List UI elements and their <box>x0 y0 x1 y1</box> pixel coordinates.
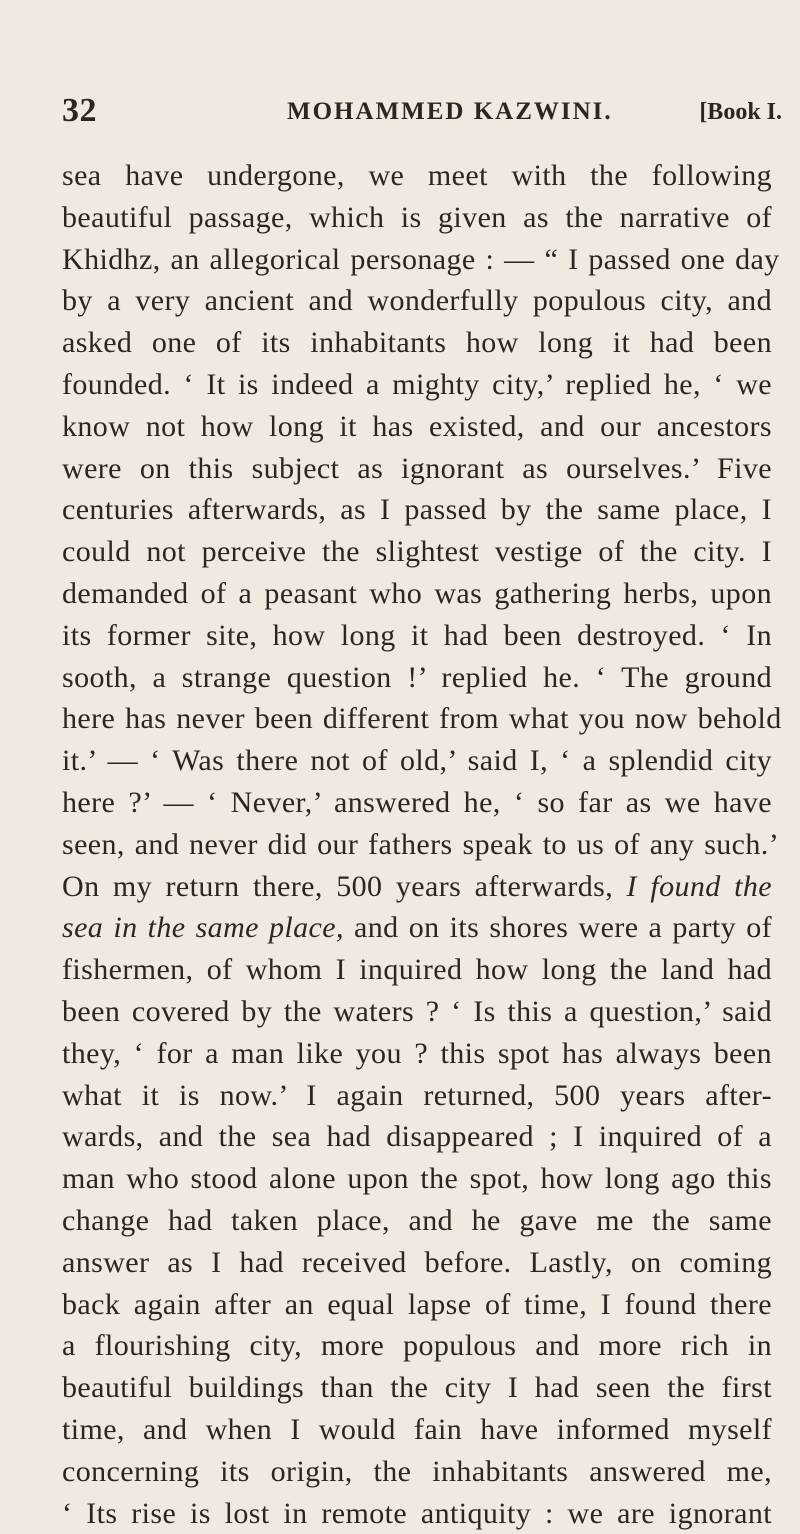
text-line: back again after an equal lapse of time, I found there <box>62 1284 772 1326</box>
book-reference: [Book I. <box>699 99 782 126</box>
text-roman: and on its shores were a party of <box>344 911 772 944</box>
text-line: beautiful buildings than the city I had seen the first <box>62 1367 772 1409</box>
text-line: a flourishing city, more populous and more rich in <box>62 1325 772 1367</box>
text-line: sooth, a strange question !’ replied he. ‘ The ground <box>62 657 772 699</box>
text-line: it.’ — ‘ Was there not of old,’ said I, ‘ a splendid city <box>62 740 772 782</box>
text-line: fishermen, of whom I inquired how long the land had <box>62 949 772 991</box>
text-line: here has never been different from what you now behold <box>62 698 772 740</box>
text-line: its former site, how long it had been destroyed. ‘ In <box>62 615 772 657</box>
running-head <box>62 96 782 136</box>
text-line: here ?’ — ‘ Never,’ answered he, ‘ so far as we have <box>62 782 772 824</box>
text-line: time, and when I would fain have informed myself <box>62 1409 772 1451</box>
text-line: founded. ‘ It is indeed a mighty city,’ replied he, ‘ we <box>62 364 772 406</box>
text-line: demanded of a peasant who was gathering herbs, upon <box>62 573 772 615</box>
text-line: what it is now.’ I again returned, 500 years after- <box>62 1075 772 1117</box>
running-title: MOHAMMED KAZWINI. <box>287 98 613 126</box>
text-line: asked one of its inhabitants how long it had been <box>62 322 772 364</box>
text-line: wards, and the sea had disappeared ; I inquired of a <box>62 1116 772 1158</box>
text-line: were on this subject as ignorant as ourselves.’ Five <box>62 448 772 490</box>
text-italic: I found the <box>627 870 772 903</box>
text-line: by a very ancient and wonderfully populous city, and <box>62 280 772 322</box>
text-line: seen, and never did our fathers speak to us of any such.’ <box>62 824 772 866</box>
text-line: beautiful passage, which is given as the narrative of <box>62 197 772 239</box>
text-roman: On my return there, 500 years afterwards, <box>62 870 627 903</box>
text-line: Khidhz, an allegorical personage : — “ I passed one day <box>62 239 772 281</box>
text-line: know not how long it has existed, and our ancestors <box>62 406 772 448</box>
text-italic: sea in the same place, <box>62 911 344 944</box>
page-number: 32 <box>62 92 97 130</box>
text-line: man who stood alone upon the spot, how long ago this <box>62 1158 772 1200</box>
body-text <box>62 155 772 1534</box>
text-line-mixed <box>62 866 772 908</box>
text-line: sea have undergone, we meet with the following <box>62 155 772 197</box>
text-line: could not perceive the slightest vestige of the city. I <box>62 531 772 573</box>
text-line: centuries afterwards, as I passed by the same place, I <box>62 489 772 531</box>
text-line: been covered by the waters ? ‘ Is this a question,’ said <box>62 991 772 1033</box>
text-line-mixed <box>62 907 772 949</box>
text-line: concerning its origin, the inhabitants answered me, <box>62 1451 772 1493</box>
text-line: answer as I had received before. Lastly, on coming <box>62 1242 772 1284</box>
text-line: they, ‘ for a man like you ? this spot has always been <box>62 1033 772 1075</box>
text-line: ‘ Its rise is lost in remote antiquity : we are ignorant <box>62 1493 772 1534</box>
text-line: change had taken place, and he gave me the same <box>62 1200 772 1242</box>
